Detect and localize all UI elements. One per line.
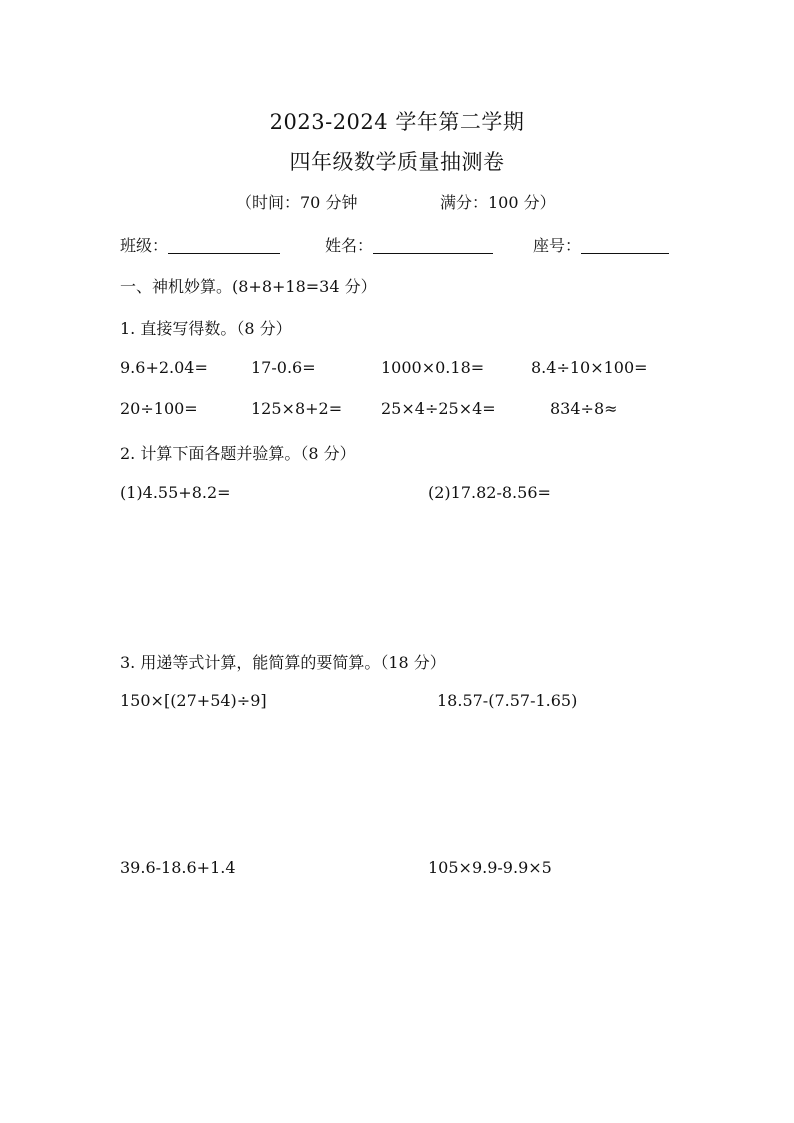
vertical-calc-item: (2)17.82-8.56= [428, 483, 551, 502]
question-title-1: 1. 直接写得数。（8 分） [120, 319, 292, 338]
oral-item: 834÷8≈ [550, 399, 618, 418]
vertical-calc-item: (1)4.55+8.2= [120, 483, 231, 502]
seat-label: 座号： [533, 236, 582, 255]
step-calc-item: 105×9.9-9.9×5 [428, 858, 552, 877]
class-blank[interactable] [168, 252, 280, 254]
class-field [120, 233, 280, 256]
class-label: 班级： [120, 236, 169, 255]
exam-score: 满分：100 分） [440, 193, 556, 212]
seat-field [533, 233, 669, 256]
section-title: 一、神机妙算。(8+8+18=34 分） [120, 277, 377, 296]
oral-item: 17-0.6= [251, 358, 316, 377]
oral-item: 9.6+2.04= [120, 358, 208, 377]
name-label: 姓名： [325, 236, 374, 255]
oral-item: 8.4÷10×100= [531, 358, 648, 377]
exam-time: （时间：70 分钟 [236, 193, 358, 212]
oral-item: 25×4÷25×4= [381, 399, 496, 418]
exam-title-subject: 四年级数学质量抽测卷 [289, 150, 505, 174]
exam-title-year: 2023-2024 学年第二学期 [269, 110, 525, 134]
question-title-3: 3. 用递等式计算，能简算的要简算。（18 分） [120, 653, 446, 672]
seat-blank[interactable] [581, 252, 669, 254]
step-calc-item: 150×[(27+54)÷9] [120, 691, 267, 710]
oral-item: 20÷100= [120, 399, 198, 418]
name-blank[interactable] [373, 252, 493, 254]
name-field [325, 233, 493, 256]
oral-item: 1000×0.18= [381, 358, 485, 377]
oral-item: 125×8+2= [251, 399, 343, 418]
step-calc-item: 18.57-(7.57-1.65) [437, 691, 578, 710]
question-title-2: 2. 计算下面各题并验算。（8 分） [120, 444, 356, 463]
step-calc-item: 39.6-18.6+1.4 [120, 858, 236, 877]
